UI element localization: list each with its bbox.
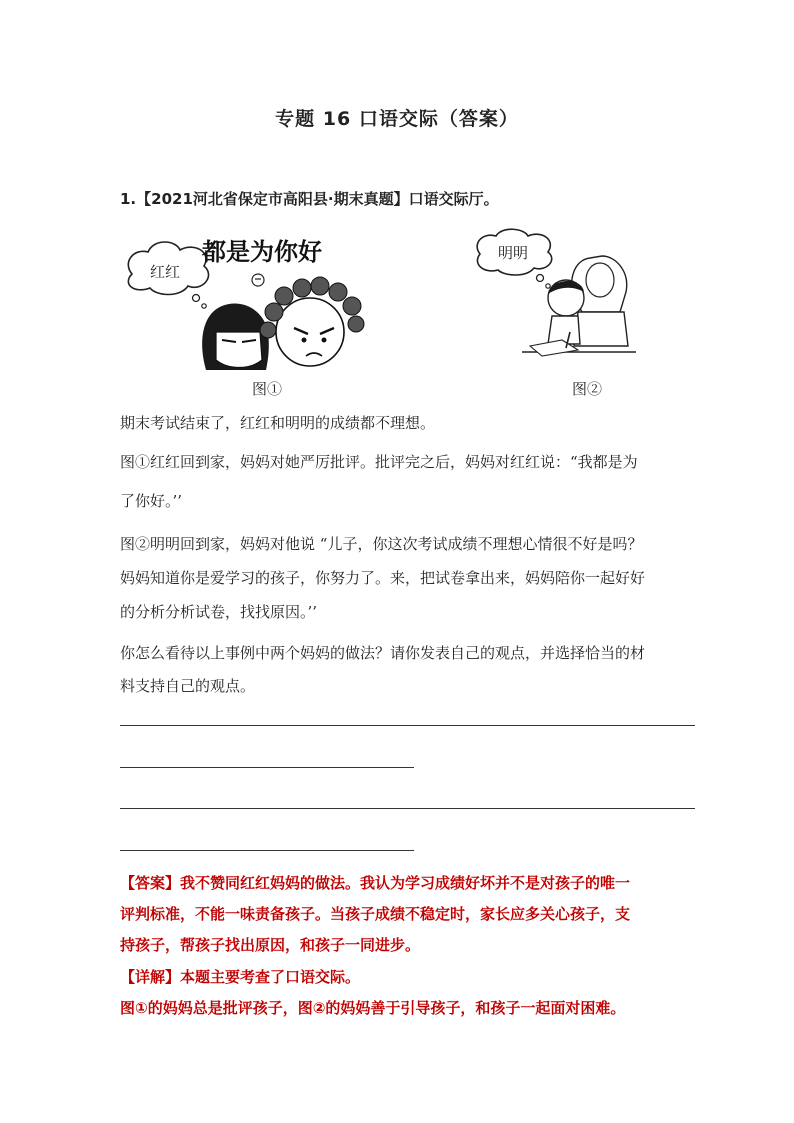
paragraph-2-line-1: 图①红红回到家，妈妈对她严厉批评。批评完之后，妈妈对红红说：“我都是为 [120,453,638,471]
bubble-name-mingming: 明明 [498,244,529,262]
answer-blank-line [120,850,414,851]
answer-blank-line [120,725,695,726]
paragraph-1: 期末考试结束了，红红和明明的成绩都不理想。 [120,414,436,432]
figure-1-illustration [118,232,370,372]
question-heading: 1.【2021河北省保定市高阳县·期末真题】口语交际厅。 [120,190,499,208]
paragraph-2-line-2: 了你好。’’ [120,492,183,510]
paragraph-3-line-2: 妈妈知道你是爱学习的孩子，你努力了。来，把试卷拿出来，妈妈陪你一起好好 [120,569,646,587]
explanation-line-2: 图①的妈妈总是批评孩子，图②的妈妈善于引导孩子，和孩子一起面对困难。 [120,999,626,1017]
figure-2-caption: 图② [572,380,603,398]
figure-2-illustration [470,228,640,364]
explanation-line-1: 【详解】本题主要考查了口语交际。 [120,968,361,986]
paragraph-3-line-3: 的分析分析试卷，找找原因。’’ [120,603,318,621]
answer-line-1: 【答案】我不赞同红红妈妈的做法。我认为学习成绩好坏并不是对孩子的唯一 [120,874,631,892]
bubble-name-honghong: 红红 [150,263,181,281]
answer-line-3: 持孩子，帮孩子找出原因，和孩子一同进步。 [120,936,421,954]
paragraph-4-line-2: 料支持自己的观点。 [120,677,256,695]
paragraph-3-line-1: 图②明明回到家，妈妈对他说 “儿子，你这次考试成绩不理想心情很不好是吗？ [120,535,643,553]
paragraph-4-line-1: 你怎么看待以上事例中两个妈妈的做法？请你发表自己的观点，并选择恰当的材 [120,644,646,662]
answer-blank-line [120,808,695,809]
headline-text: 都是为你好 [202,238,322,266]
figure-1-caption: 图① [252,380,283,398]
answer-blank-line [120,767,414,768]
answer-line-2: 评判标准，不能一味责备孩子。当孩子成绩不稳定时，家长应多关心孩子，支 [120,905,631,923]
page-title: 专题 16 口语交际（答案） [275,108,519,130]
